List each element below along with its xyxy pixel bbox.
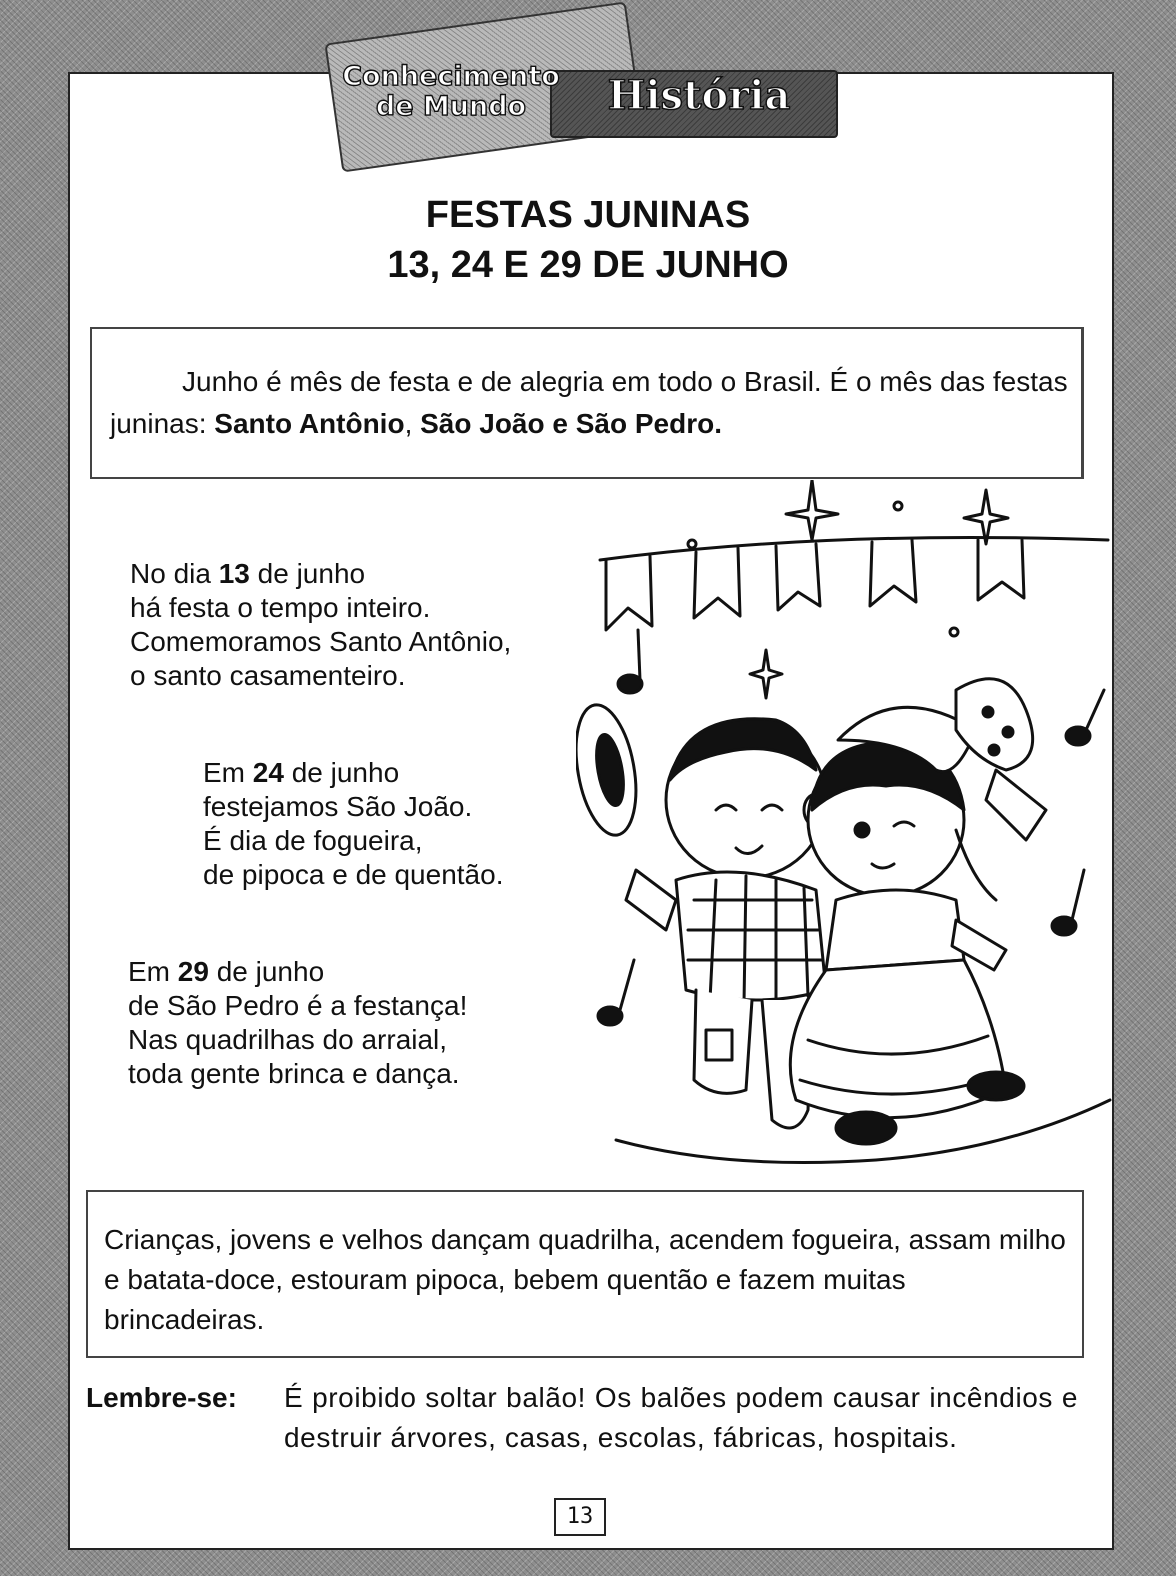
poem-line: É dia de fogueira, — [203, 825, 423, 856]
bunting-flag — [776, 544, 820, 610]
music-note-icon — [598, 1007, 622, 1025]
remember-label: Lembre-se: — [86, 1382, 237, 1413]
music-note-icon — [1052, 917, 1076, 935]
subject-main-label: História — [607, 72, 791, 119]
girl-shoe — [836, 1112, 896, 1144]
poem-line: Em 24 de junho — [203, 757, 400, 788]
date-29: 29 — [177, 956, 209, 987]
star-icon — [964, 490, 1008, 544]
bunting-string — [600, 538, 1108, 561]
intro-bold-sao-joao-pedro: São João e São Pedro. — [420, 408, 722, 439]
intro-separator: , — [404, 408, 421, 439]
star-icon — [786, 480, 838, 540]
poem-line: há festa o tempo inteiro. — [130, 592, 431, 623]
remember-text: É proibido soltar balão! Os balões podem causar incêndios e destruir árvores, casas, escolas, fábricas, hospitais. — [284, 1382, 1078, 1453]
hat-ribbon — [986, 770, 1046, 840]
music-note-icon — [1066, 727, 1090, 745]
music-note-icon — [618, 675, 642, 693]
intro-bold-santo-antonio: Santo Antônio — [214, 408, 405, 439]
date-24: 24 — [252, 757, 284, 788]
subject-badge — [300, 0, 840, 170]
intro-box — [90, 327, 1084, 479]
star-icon — [750, 650, 782, 698]
poem-line: o santo casamenteiro. — [130, 660, 406, 691]
bunting-flag — [606, 556, 652, 630]
poem-line: Comemoramos Santo Antônio, — [130, 626, 512, 657]
poem-stanza-1 — [130, 557, 511, 693]
poem-line: de São Pedro é a festança! — [128, 990, 468, 1021]
poem-line: Nas quadrilhas do arraial, — [128, 1024, 448, 1055]
subject-line1: Conhecimento — [342, 61, 560, 92]
page-number: 13 — [554, 1498, 606, 1536]
title-line1: FESTAS JUNINAS — [425, 194, 751, 236]
date-13: 13 — [218, 558, 250, 589]
poem-line: festejamos São João. — [203, 791, 473, 822]
page-title — [0, 190, 1176, 290]
intro-text: Junho é mês de festa e de alegria em todo o Brasil. É o mês das festas juninas: — [110, 366, 1068, 439]
bunting-flag — [978, 540, 1024, 600]
bunting-flag — [694, 548, 740, 618]
activities-text: Crianças, jovens e velhos dançam quadrilha, acendem fogueira, assam milho e batata-doce, estouram pipoca, bebem quentão e fazem muitas brincadeiras. — [104, 1224, 1066, 1335]
title-line2: 13, 24 E 29 DE JUNHO — [387, 244, 789, 286]
poem-line: Em 29 de junho — [128, 956, 325, 987]
poem-stanza-3 — [128, 955, 467, 1091]
bunting-flag — [870, 540, 916, 606]
festa-junina-illustration — [576, 480, 1112, 1180]
intro-paragraph — [110, 361, 1070, 445]
girl-blouse — [826, 890, 964, 970]
poem-line: toda gente brinca e dança. — [128, 1058, 460, 1089]
subject-line2: de Mundo — [375, 91, 527, 122]
poem-stanza-2 — [203, 756, 503, 892]
subject-label — [326, 62, 576, 122]
poem-line: de pipoca e de quentão. — [203, 859, 504, 890]
poem-line: No dia 13 de junho — [130, 558, 366, 589]
sparkle-dot — [688, 540, 696, 548]
activities-box — [86, 1190, 1084, 1358]
